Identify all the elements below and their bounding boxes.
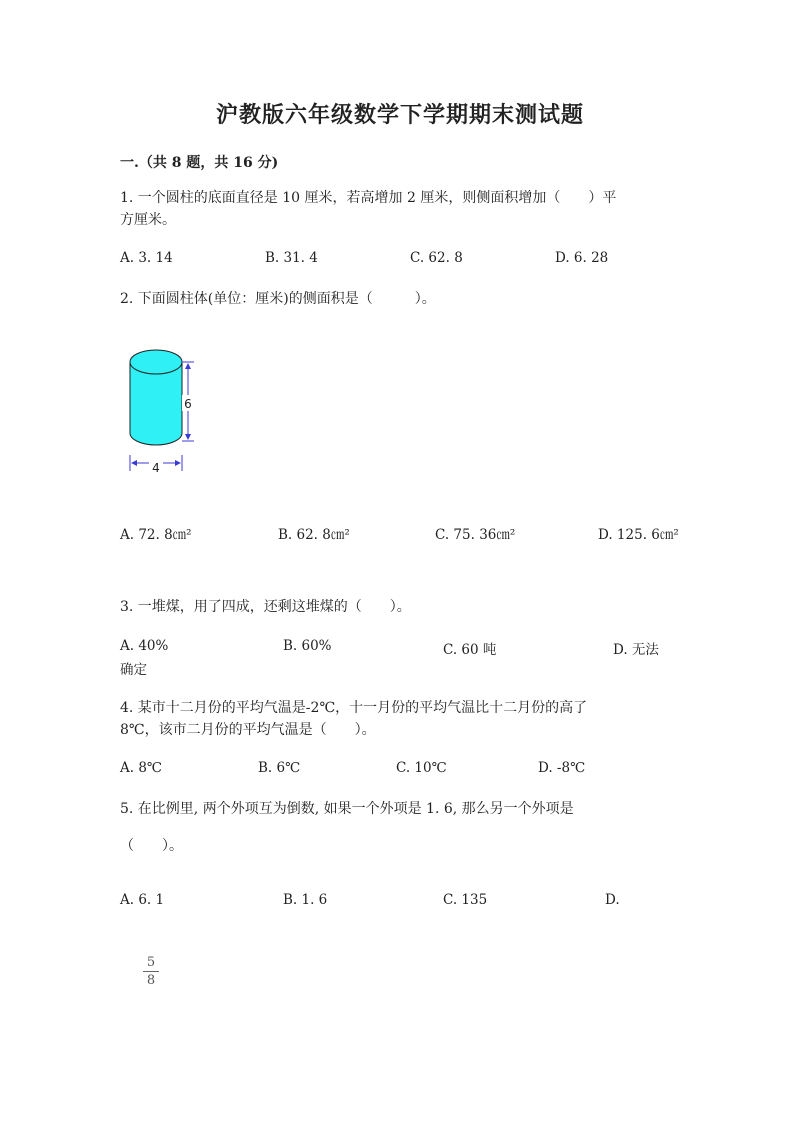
question-5-option-b: B. 1. 6 <box>283 892 328 908</box>
question-5-option-a: A. 6. 1 <box>120 892 165 908</box>
diameter-label: 4 <box>152 461 160 475</box>
question-2-option-b: B. 62. 8㎝² <box>278 527 350 543</box>
question-3-option-c: C. 60 吨 <box>443 642 497 658</box>
question-4-line-2: 8℃，该市二月份的平均气温是（ ）。 <box>120 722 376 738</box>
question-5-option-d: D. <box>605 892 620 908</box>
fraction-denominator: 8 <box>146 973 156 988</box>
question-1-option-c: C. 62. 8 <box>410 250 463 266</box>
question-4-option-a: A. 8℃ <box>120 760 163 776</box>
height-arrow-down <box>185 434 191 440</box>
diameter-arrow-left <box>131 460 137 466</box>
question-3-option-b: B. 60% <box>283 638 332 654</box>
page-title: 沪教版六年级数学下学期期末测试题 <box>215 102 584 128</box>
question-1-option-a: A. 3. 14 <box>120 250 173 266</box>
question-4-line-1: 4. 某市十二月份的平均气温是-2℃，十一月份的平均气温比十二月份的高了 <box>120 700 588 716</box>
question-4-option-b: B. 6℃ <box>258 760 301 776</box>
question-3-option-d-wrap: 确定 <box>120 662 147 678</box>
section-heading: 一.（共 8 题，共 16 分) <box>120 155 279 171</box>
question-1-option-b: B. 31. 4 <box>265 250 318 266</box>
question-2-line-1: 2. 下面圆柱体(单位：厘米)的侧面积是（ ）。 <box>120 291 436 307</box>
question-3-line-1: 3. 一堆煤，用了四成，还剩这堆煤的（ ）。 <box>120 599 411 615</box>
fraction-numerator: 5 <box>146 955 156 970</box>
question-4-option-d: D. -8℃ <box>538 760 586 776</box>
question-1-line-1: 1. 一个圆柱的底面直径是 10 厘米，若高增加 2 厘米，则侧面积增加（ ）平 <box>120 190 617 206</box>
question-1-option-d: D. 6. 28 <box>555 250 609 266</box>
question-2-option-a: A. 72. 8㎝² <box>120 527 192 543</box>
question-3-option-d: D. 无法 <box>613 642 659 658</box>
question-5-option-c: C. 135 <box>443 892 488 908</box>
cylinder-figure <box>118 335 228 480</box>
question-5-line-2: （ ）。 <box>120 838 183 854</box>
question-2-option-c: C. 75. 36㎝² <box>435 527 516 543</box>
question-3-option-a: A. 40% <box>120 638 169 654</box>
question-1-line-2: 方厘米。 <box>120 212 176 228</box>
question-2-option-d: D. 125. 6㎝² <box>598 527 679 543</box>
height-arrow-up <box>185 363 191 369</box>
question-5-option-d-fraction <box>143 955 159 988</box>
question-5-line-1: 5. 在比例里, 两个外项互为倒数, 如果一个外项是 1. 6, 那么另一个外项是 <box>120 801 574 817</box>
height-label: 6 <box>184 397 192 411</box>
cylinder-top <box>130 350 182 374</box>
diameter-arrow-right <box>175 460 181 466</box>
question-4-option-c: C. 10℃ <box>396 760 447 776</box>
fraction-bar <box>143 971 159 972</box>
